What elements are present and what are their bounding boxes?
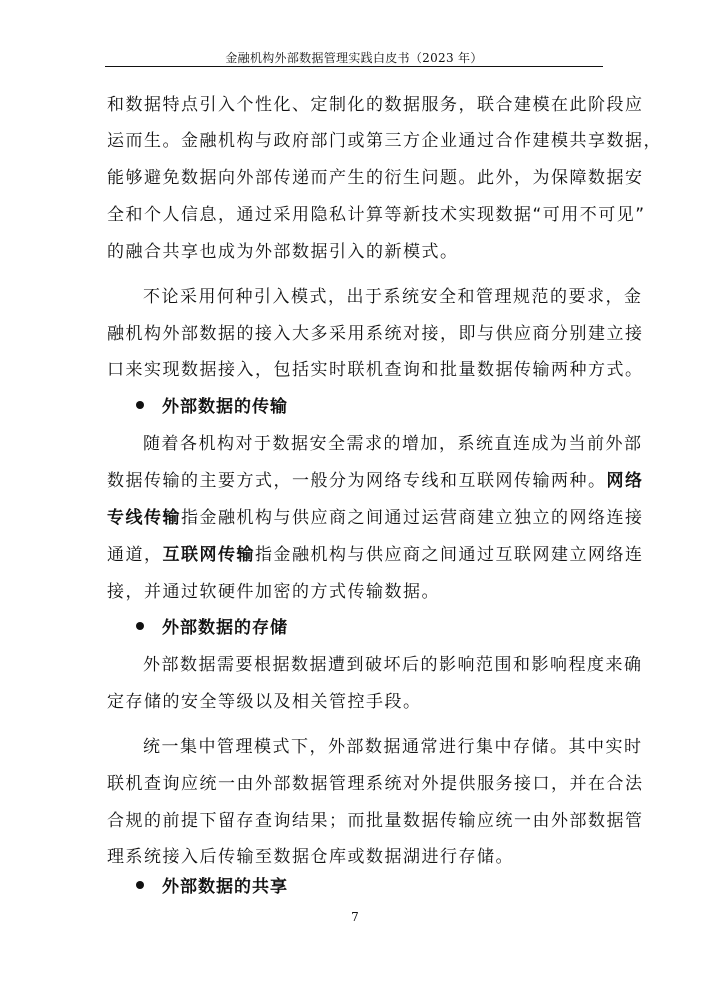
text-line: 随着各机构对于数据安全需求的增加，系统直连成为当前外部 bbox=[143, 434, 643, 454]
bold-term: 互联网传输 bbox=[162, 545, 255, 565]
text-span: 指金融机构与供应商之间通过互联网建立网络连 bbox=[255, 545, 644, 565]
text-span: 通道， bbox=[107, 545, 163, 565]
heading-text: 外部数据的传输 bbox=[162, 397, 288, 417]
bold-term: 网络 bbox=[606, 471, 644, 491]
text-line: 外部数据需要根据数据遭到破坏后的影响范围和影响程度来确 bbox=[143, 655, 643, 675]
text-line bbox=[107, 508, 644, 528]
text-line: 和数据特点引入个性化、定制化的数据服务，联合建模在此阶段应 bbox=[107, 95, 644, 115]
section-heading-transmission bbox=[136, 397, 288, 417]
bullet-icon bbox=[136, 622, 144, 630]
text-line: 定存储的安全等级以及相关管控手段。 bbox=[107, 692, 422, 712]
text-line: 不论采用何种引入模式，出于系统安全和管理规范的要求，金 bbox=[143, 287, 643, 307]
bullet-icon bbox=[136, 401, 144, 409]
header-title: 金融机构外部数据管理实践白皮书（2023 年） bbox=[225, 51, 483, 65]
text-line: 理系统接入后传输至数据仓库或数据湖进行存储。 bbox=[107, 847, 514, 867]
text-line bbox=[107, 545, 644, 565]
page-number: 7 bbox=[351, 910, 359, 924]
section-heading-storage bbox=[136, 618, 288, 638]
text-line: 运而生。金融机构与政府部门或第三方企业通过合作建模共享数据， bbox=[107, 131, 662, 151]
header-rule bbox=[105, 66, 603, 67]
text-line: 接，并通过软硬件加密的方式传输数据。 bbox=[107, 582, 440, 602]
bullet-icon bbox=[136, 881, 144, 889]
heading-text: 外部数据的共享 bbox=[162, 877, 288, 897]
text-line: 统一集中管理模式下，外部数据通常进行集中存储。其中实时 bbox=[143, 737, 643, 757]
text-line bbox=[107, 471, 644, 491]
text-span: 数据传输的主要方式，一般分为网络专线和互联网传输两种。 bbox=[107, 471, 607, 491]
bold-term: 专线传输 bbox=[107, 508, 181, 528]
text-line: 全和个人信息，通过采用隐私计算等新技术实现数据“可用不可见” bbox=[107, 205, 646, 225]
text-line: 融机构外部数据的接入大多采用系统对接，即与供应商分别建立接 bbox=[107, 324, 644, 344]
text-line: 能够避免数据向外部传递而产生的衍生问题。此外，为保障数据安 bbox=[107, 168, 644, 188]
text-line: 的融合共享也成为外部数据引入的新模式。 bbox=[107, 242, 459, 262]
text-span: 指金融机构与供应商之间通过运营商建立独立的网络连接 bbox=[181, 508, 644, 528]
text-line: 联机查询应统一由外部数据管理系统对外提供服务接口，并在合法 bbox=[107, 774, 644, 794]
section-heading-sharing bbox=[136, 877, 288, 897]
text-line: 口来实现数据接入，包括实时联机查询和批量数据传输两种方式。 bbox=[107, 360, 644, 380]
heading-text: 外部数据的存储 bbox=[162, 618, 288, 638]
text-line: 合规的前提下留存查询结果；而批量数据传输应统一由外部数据管 bbox=[107, 811, 644, 831]
